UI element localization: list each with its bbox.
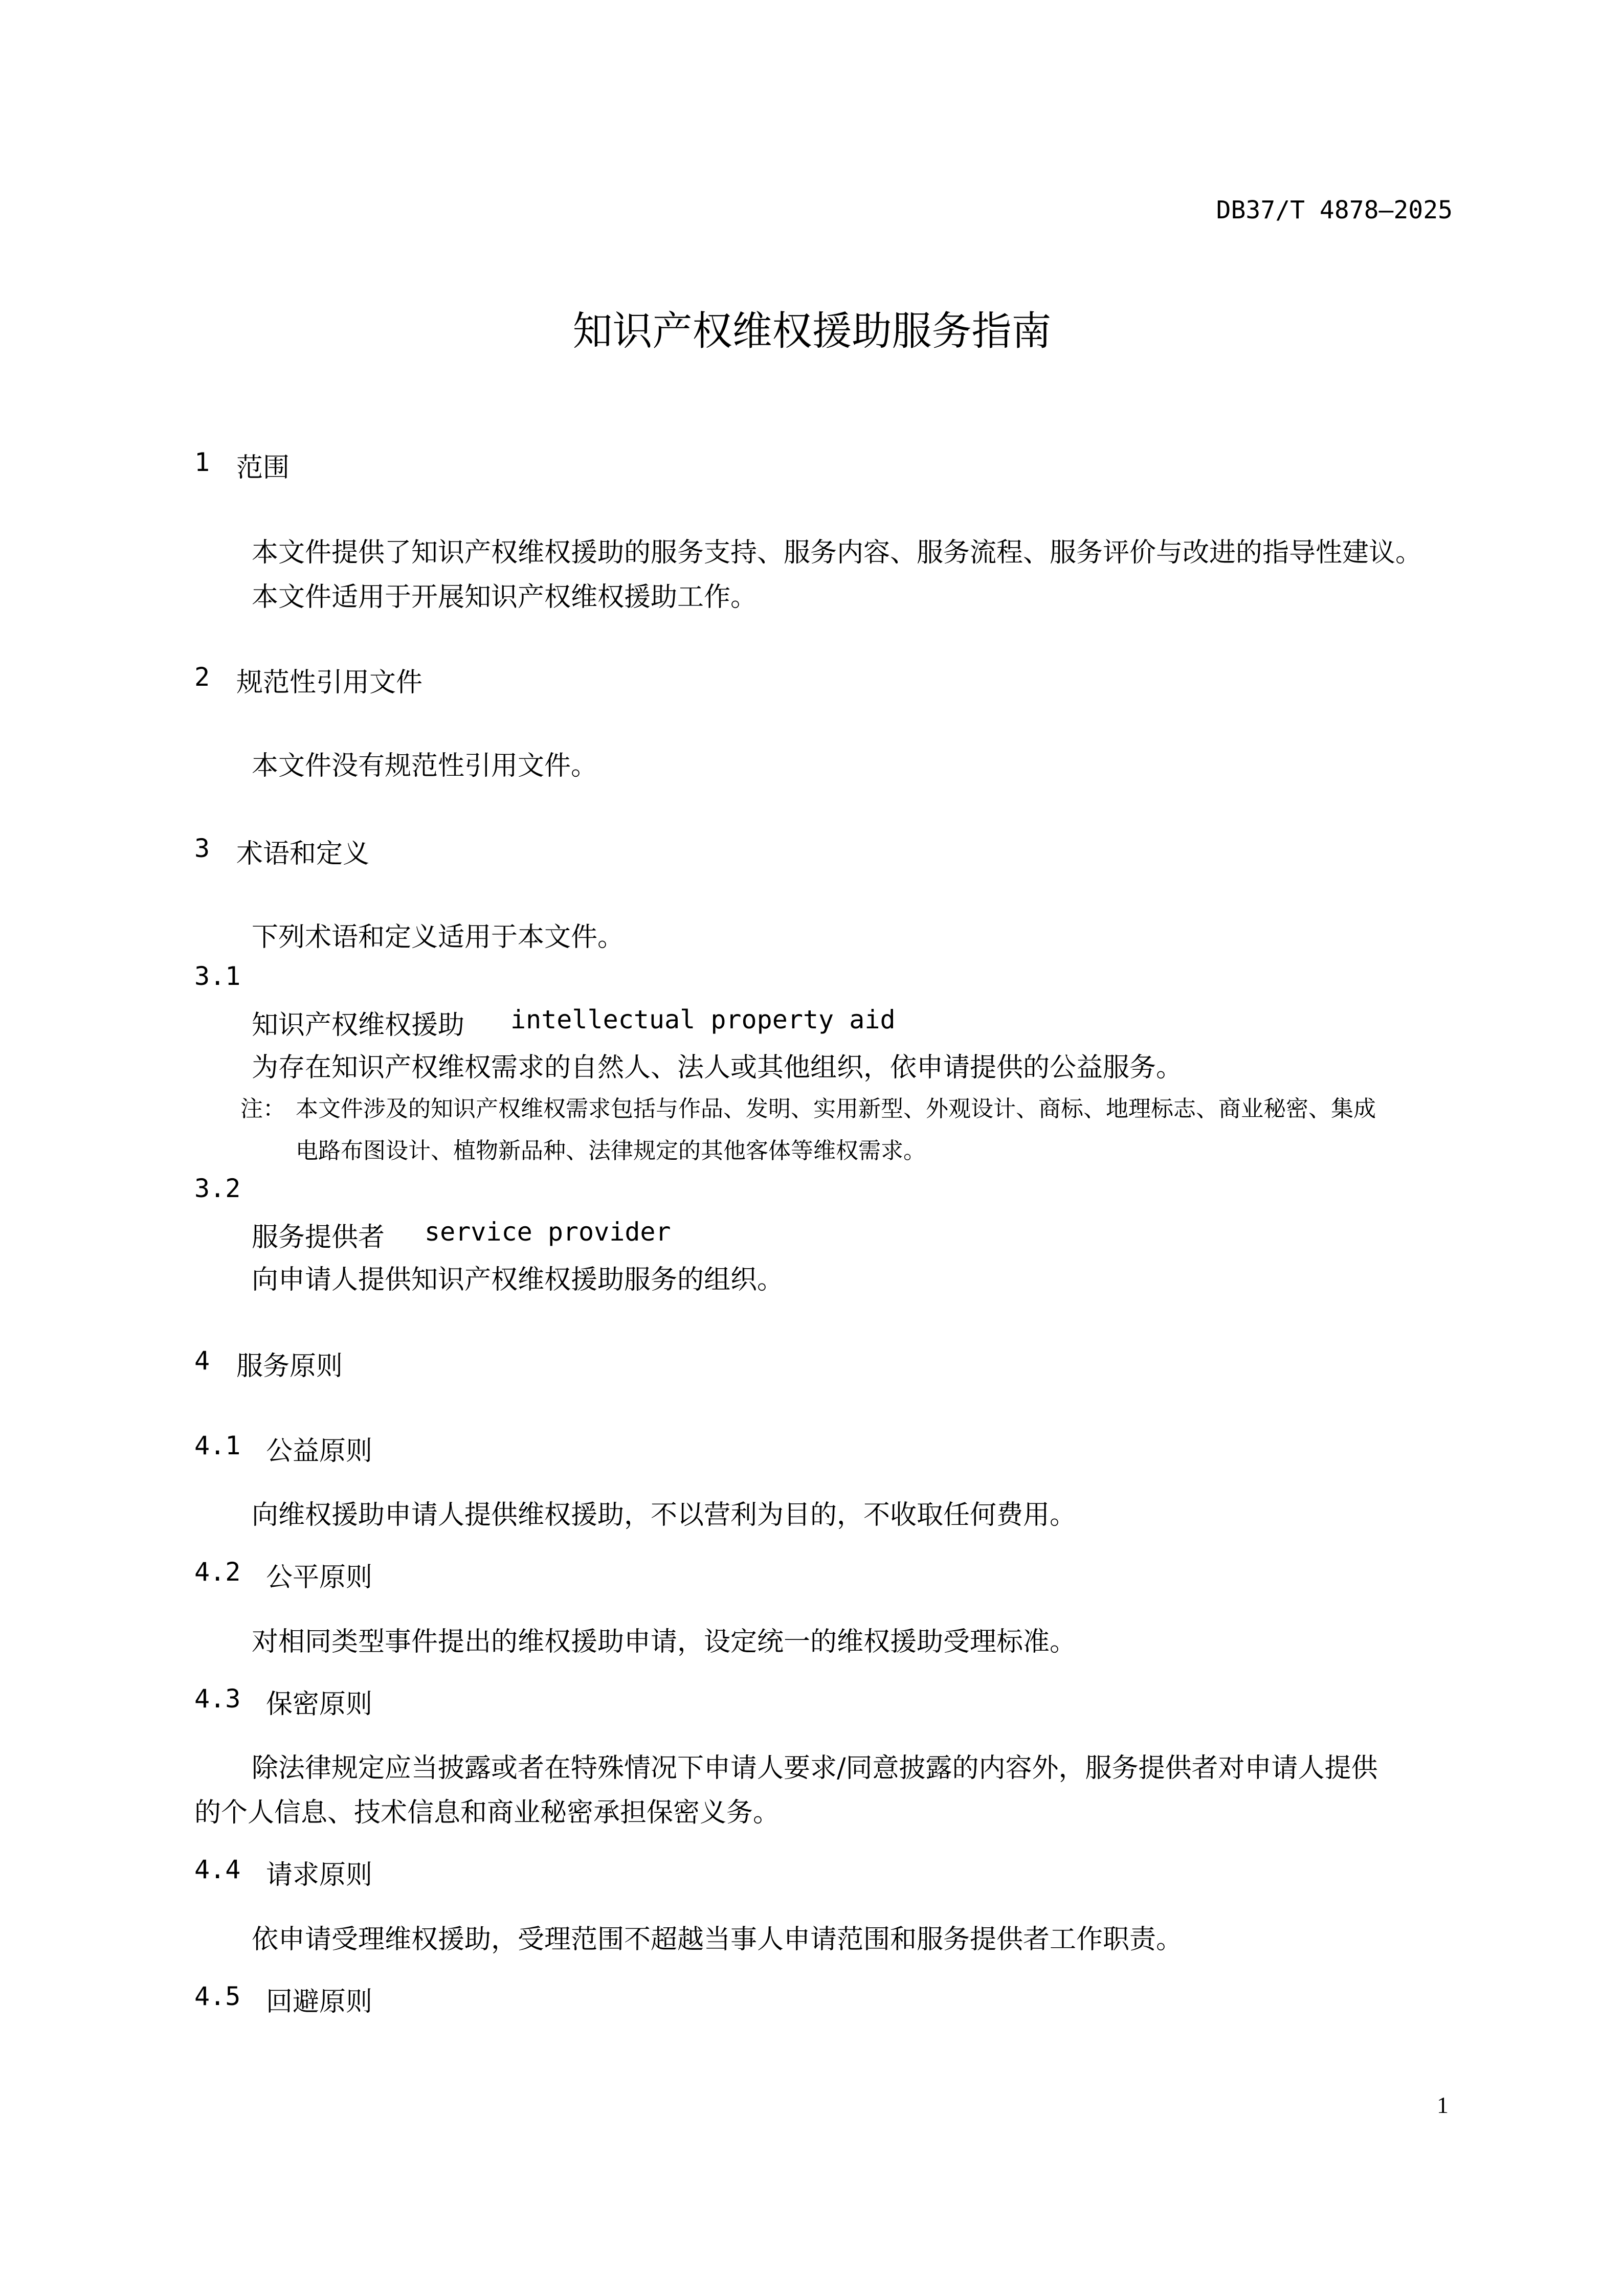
term-3-1-english: intellectual property aid <box>510 1005 896 1034</box>
document-title: 知识产权维权援助服务指南 <box>572 308 1052 354</box>
clause-4-4-heading: 请求原则 <box>266 1860 373 1890</box>
term-3-2-english: service provider <box>425 1217 671 1247</box>
clause-4-3-heading: 保密原则 <box>266 1689 373 1720</box>
term-3-1-chinese: 知识产权维权援助 <box>252 1010 465 1041</box>
term-3-1-note-line-2: 电路布图设计、植物新品种、法律规定的其他客体等维权需求。 <box>296 1138 926 1164</box>
clause-4-3-number: 4.3 <box>194 1684 241 1714</box>
term-3-1-note-line-1: 本文件涉及的知识产权维权需求包括与作品、发明、实用新型、外观设计、商标、地理标志、商业秘密、集成 <box>296 1096 1376 1122</box>
clause-4-5-heading: 回避原则 <box>266 1987 373 2017</box>
section-1-paragraph-2: 本文件适用于开展知识产权维权援助工作。 <box>252 582 758 613</box>
clause-4-1-number: 4.1 <box>194 1431 241 1460</box>
term-3-1-definition: 为存在知识产权维权需求的自然人、法人或其他组织，依申请提供的公益服务。 <box>252 1052 1183 1083</box>
clause-4-4-number: 4.4 <box>194 1855 241 1884</box>
clause-4-1-heading: 公益原则 <box>266 1436 373 1467</box>
section-3-number: 3 <box>194 834 210 863</box>
section-1-heading: 范围 <box>236 453 290 483</box>
clause-4-2-heading: 公平原则 <box>266 1562 373 1593</box>
section-4-heading: 服务原则 <box>236 1351 343 1382</box>
clause-4-3-paragraph-line-2: 的个人信息、技术信息和商业秘密承担保密义务。 <box>194 1797 780 1828</box>
term-3-1-note-label: 注： <box>240 1096 285 1122</box>
section-1-number: 1 <box>194 447 210 477</box>
term-3-2-definition: 向申请人提供知识产权维权援助服务的组织。 <box>252 1265 784 1295</box>
section-2-paragraph-1: 本文件没有规范性引用文件。 <box>252 751 598 781</box>
clause-4-4-paragraph: 依申请受理维权援助，受理范围不超越当事人申请范围和服务提供者工作职责。 <box>252 1924 1183 1955</box>
section-2-heading: 规范性引用文件 <box>236 667 423 698</box>
section-2-number: 2 <box>194 662 210 692</box>
section-4-number: 4 <box>194 1346 210 1376</box>
clause-4-1-paragraph: 向维权援助申请人提供维权援助，不以营利为目的，不收取任何费用。 <box>252 1500 1077 1530</box>
clause-4-2-paragraph: 对相同类型事件提出的维权援助申请，设定统一的维权援助受理标准。 <box>252 1627 1077 1657</box>
clause-4-5-number: 4.5 <box>194 1982 241 2011</box>
section-3-intro: 下列术语和定义适用于本文件。 <box>252 922 625 953</box>
document-code: DB37/T 4878—2025 <box>1216 196 1453 224</box>
section-1-paragraph-1: 本文件提供了知识产权维权援助的服务支持、服务内容、服务流程、服务评价与改进的指导性建议。 <box>252 537 1422 568</box>
clause-4-3-paragraph-line-1: 除法律规定应当披露或者在特殊情况下申请人要求/同意披露的内容外，服务提供者对申请人提供 <box>252 1753 1378 1784</box>
term-3-2-chinese: 服务提供者 <box>252 1222 385 1253</box>
term-3-2-number: 3.2 <box>194 1174 241 1203</box>
term-3-1-number: 3.1 <box>194 961 241 991</box>
page-number: 1 <box>1437 2092 1449 2118</box>
section-3-heading: 术语和定义 <box>236 839 370 869</box>
clause-4-2-number: 4.2 <box>194 1557 241 1587</box>
